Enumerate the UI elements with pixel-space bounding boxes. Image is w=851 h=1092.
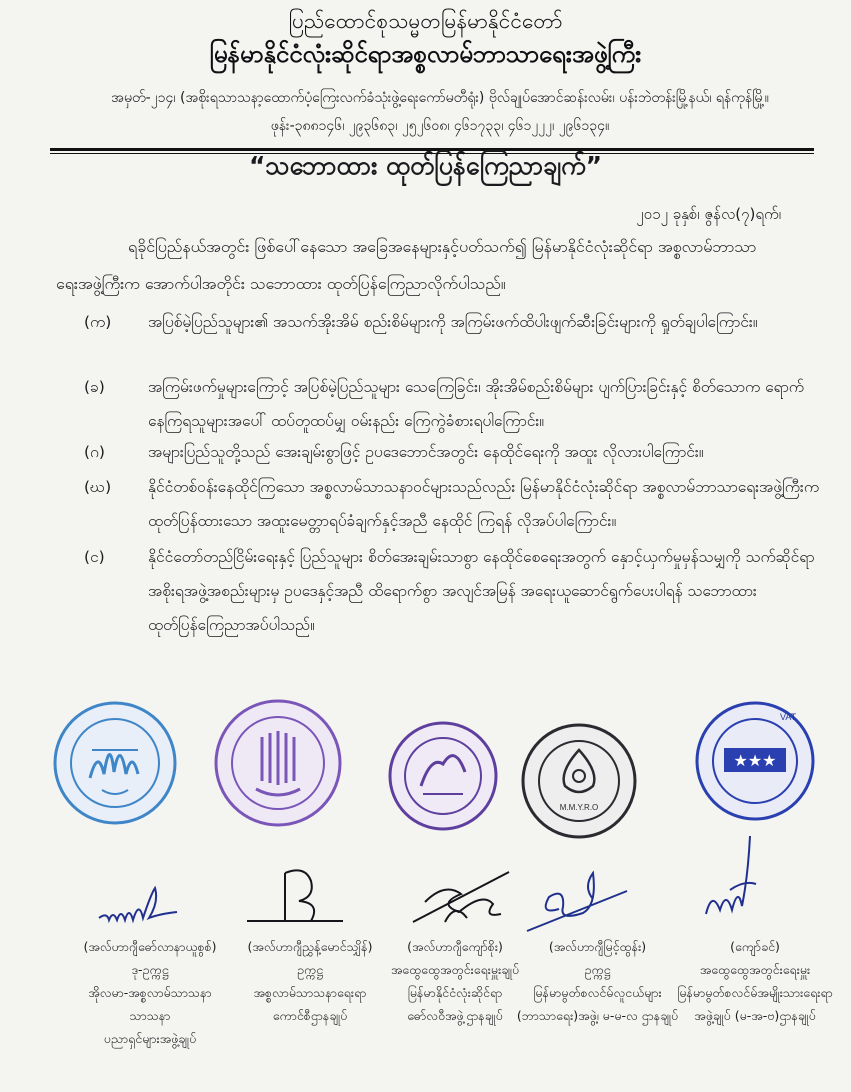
signature-1-icon [95, 878, 185, 933]
signatory-organization: ဓော်လဝီအဖွဲ့ဌာနချုပ် [407, 1008, 503, 1023]
signatory-title: အထွေထွေအတွင်းရေးမှူးချုပ် [390, 962, 520, 977]
signature-4 [523, 865, 633, 935]
item-text: အပြစ်မဲ့ပြည်သူများ၏ အသက်အိုးအိမ် စည်းစိမ်များကို အကြမ်းဖက်ထိပါးဖျက်ဆီးခြင်းများကို ရှုတ်ချပါကြောင်း။ [148, 313, 758, 331]
signatory-organization: မြန်မာနိုင်ငံလုံးဆိုင်ရာ [407, 985, 503, 1000]
signatory-organization: ပညာရှင်များအဖွဲ့ချုပ် [103, 1031, 197, 1046]
signatory-title: ဥက္ကဋ္ဌ [297, 962, 323, 977]
item-text: နိုင်ငံတစ်ဝန်းနေထိုင်ကြသော အစ္စလာမ်သာသနာဝင်များသည်လည်း မြန်မာနိုင်ငံလုံးဆိုင်ရာ အစ္စလာမ်ဘာသာရေးအဖွဲ့ကြီးက ထုတ်ပြန်ထားသော အထူးမေတ္တာရပ်ခံချက်နှင့်အညီ နေထိုင် ကြရန် လိုအပ်ပါကြောင်း။ [148, 478, 820, 530]
signatory-title: အထွေထွေအတွင်းရေးမှူး [699, 962, 811, 977]
signatory-organization: (ဘာသာရေး)အဖွဲ့၊ မ-မ-လ ဌာနချုပ် [516, 1008, 679, 1023]
signatory-organization: အစ္စလာမ်သာသနာရေးရာ [253, 985, 367, 1000]
signatory-organization: အိုလမာ-အစ္စလာမ်သာသနာသာသနာ [88, 985, 212, 1023]
signatory-name: (ကျော်ခင်) [730, 939, 780, 954]
intro-paragraph-continued: ရေးအဖွဲ့ကြီးက အောက်ပါအတိုင်း သဘောထား ထုတ်ပြန်ကြေညာလိုက်ပါသည်။ [56, 274, 506, 293]
seal-islamic-council [52, 700, 178, 826]
signatory-name: (အလ်ဟာဂျီဓော်လာနာယူစွစ်) [83, 939, 217, 954]
signature-5-icon [700, 830, 770, 930]
signatory-block-2 [230, 935, 390, 1027]
signature-2 [245, 865, 345, 935]
seal-ulama-organization-icon [387, 720, 499, 832]
letterhead-country: ပြည်ထောင်စုသမ္မတမြန်မာနိုင်ငံတော် [288, 9, 563, 33]
signatory-organization: အဖွဲ့ချုပ် (မ-အ-ဗ)ဌာနချုပ် [694, 1008, 816, 1023]
signatory-organization: မြန်မာမွတ်စလင်မ်အမျိုးသားရေးရာ [677, 985, 833, 1000]
item-text: နိုင်ငံတော်တည်ငြိမ်းရေးနှင့် ပြည်သူများ စိတ်အေးချမ်းသာစွာ နေထိုင်စေရေးအတွက် နှောင့်ယှက်မှုမှန်သမျှကို သက်ဆိုင်ရာအစိုးရအဖွဲ့အစည်းများမှ ဥပဒေနှင့်အညီ ထိရောက်စွာ အလျင်အမြန် အရေးယူဆောင်ရွက်ပေးပါရန် သဘောထားထုတ်ပြန်ကြေညာအပ်ပါသည်။ [148, 548, 815, 634]
signatory-name: (အလ်ဟာဂျီမြင့်ထွန်း) [548, 939, 647, 954]
item-number: (က) [84, 313, 112, 331]
signatory-title: ဥက္ကဋ္ဌ [584, 962, 611, 977]
item-text: အကြမ်းဖက်မှုများကြောင့် အပြစ်မဲ့ပြည်သူများ သေကြေခြင်း၊ အိုးအိမ်စည်းစိမ်များ ပျက်ပြားခြင်းနှင့် စိတ်သောက ရောက်နေကြရသူများအပေါ် ထပ်တူထပ်မျှ ဝမ်းနည်း ကြေကွဲခံစားရပါကြောင်း။ [148, 378, 804, 430]
signatory-name: (အလ်ဟာဂျီညွှန့်မောင်သျှိန်) [247, 939, 373, 954]
letterhead-organization: မြန်မာနိုင်ငံလုံးဆိုင်ရာအစ္စလာမ်ဘာသာရေးအဖွဲ့ကြီး [209, 40, 642, 68]
item-number: (ခ) [84, 378, 105, 396]
seal-ulama-organization [387, 720, 499, 832]
signatory-name: (အလ်ဟာဂျီကျော်စိုး) [407, 939, 503, 954]
seal-islamic-council-icon [52, 700, 178, 826]
signature-4-icon [523, 865, 633, 935]
signature-3-icon [405, 862, 515, 932]
stars-icon: ★★★ [733, 751, 777, 770]
signatory-organization: ကောင်စီဌာနချုပ် [272, 1008, 348, 1023]
seal-religious-affairs-icon [212, 697, 344, 829]
item-number: (ဂ) [84, 443, 105, 461]
signatory-block-5 [665, 935, 845, 1027]
signature-3 [405, 862, 515, 932]
document-date: ၂၀၁၂ ခုနှစ်၊ ဇွန်လ(၇)ရက်၊ [636, 205, 781, 223]
seal-national-affairs-icon [694, 700, 816, 822]
signatory-organization: မြန်မာမွတ်စလင်မ်လူငယ်များ [533, 985, 662, 1000]
seal-mmyro [520, 722, 638, 840]
signature-5 [700, 830, 770, 930]
phone-line: ဖုန်း-၃၈၈၁၄၆၊ ၂၉၃၆၈၃၊ ၂၅၂၆၀၈၊ ၄၆၁၇၃၃၊ ၄၆၁၂၂၂၊ ၂၉၆၁၃၄။ [270, 118, 610, 134]
seal-vat-label: VAT [780, 712, 797, 722]
signatory-title: ဒု-ဥက္ကဋ္ဌ [131, 962, 169, 977]
item-number: (ဃ) [84, 478, 112, 496]
intro-paragraph: ရခိုင်ပြည်နယ်အတွင်း ဖြစ်ပေါ်နေသော အခြေအနေများနှင့်ပတ်သက်၍ မြန်မာနိုင်ငံလုံးဆိုင်ရာ အစ္စလာမ်ဘာသာ [128, 237, 757, 256]
signatory-block-4 [515, 935, 680, 1027]
seal-mmyro-icon [520, 722, 638, 840]
document-title: “သဘောထား ထုတ်ပြန်ကြေညာချက်” [248, 151, 603, 180]
address-line: အမှတ်-၂၁၄၊ (အစိုးရသာသနာ့ထောက်ပံ့ကြေးလက်ခံသုံးဖွဲ့ရေးကော်မတီရုံး) ဗိုလ်ချုပ်အောင်ဆန်းလမ်း၊ ပန်းဘဲတန်းမြို့နယ်၊ ရန်ကုန်မြို့။ [111, 90, 769, 106]
seal-religious-affairs [212, 697, 344, 829]
item-text: အများပြည်သူတို့သည် အေးချမ်းစွာဖြင့် ဥပဒေဘောင်အတွင်း နေထိုင်ရေးကို အထူး လိုလားပါကြောင်း။ [148, 443, 704, 461]
letterhead-address [50, 84, 830, 140]
seal-mmyro-label: M.M.Y.R.O [559, 803, 599, 812]
signature-2-icon [245, 865, 345, 935]
seal-national-affairs [694, 700, 816, 822]
item-number: (င) [84, 548, 105, 566]
signatory-block-1 [70, 935, 230, 1050]
signature-1 [95, 878, 185, 933]
